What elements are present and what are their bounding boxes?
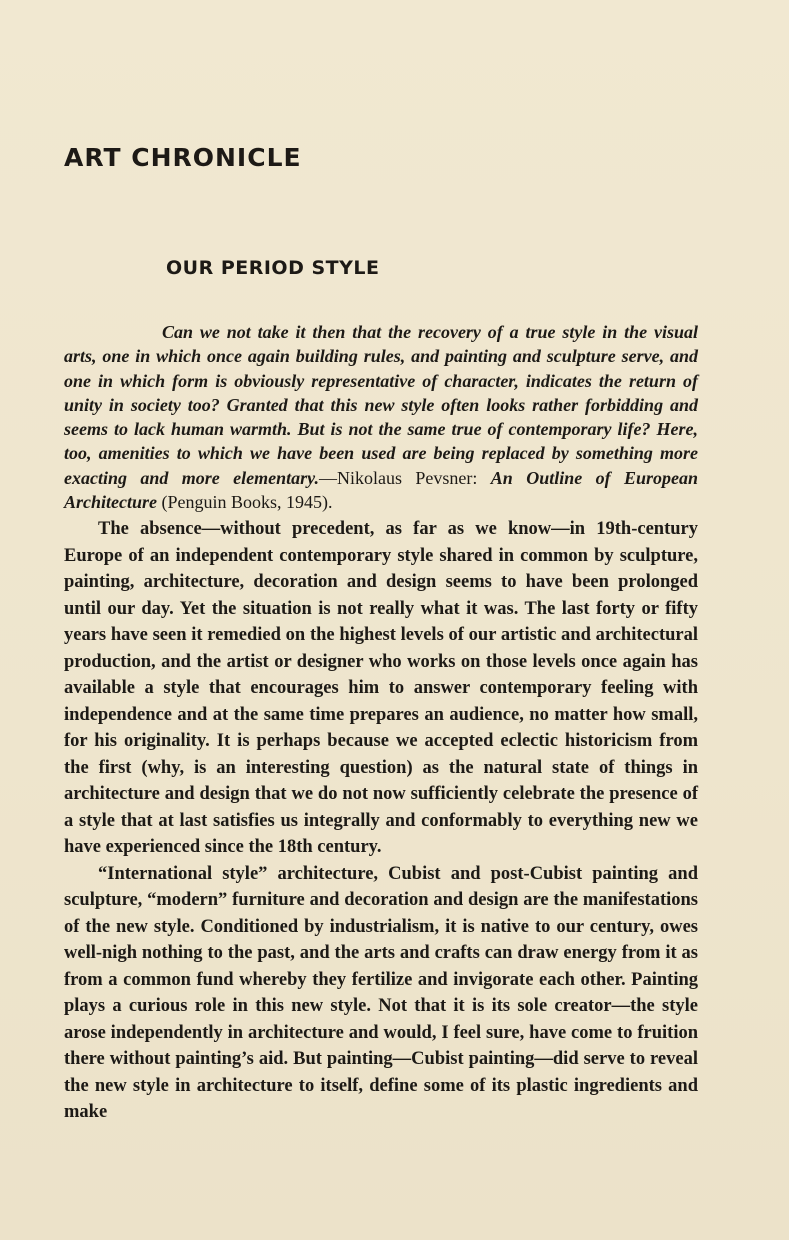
epigraph-attribution-publisher: (Penguin Books, 1945). bbox=[157, 492, 333, 513]
epigraph bbox=[64, 320, 698, 514]
body-paragraph-1: The absence—without precedent, as far as we know—in 19th-century Europe of an independent contemporary style shared in common by sculpture, painting, architecture, decoration and design seems to have been prolonged until our day. Yet the situation is not really what it was. The last forty or fifty years have seen it remedied on the highest levels of our artistic and architectural production, and the artist or designer who works on those levels once again has available a style that encourages him to answer contemporary feeling with independence and at the same time prepares an audience, no matter how small, for his originality. It is perhaps because we accepted eclectic historicism from the first (why, is an interesting question) as the natural state of things in architecture and design that we do not now sufficiently celebrate the presence of a style that at last satisfies us integrally and conformably to everything new we have experienced since the 18th century. bbox=[64, 519, 698, 857]
epigraph-attribution-book: An Outline of European Architecture bbox=[64, 467, 699, 513]
article-body bbox=[64, 516, 698, 1126]
section-title: OUR PERIOD STYLE bbox=[166, 257, 380, 279]
epigraph-quote: Can we not take it then that the recovery of a true style in the visual arts, one in which once again building rules, and painting and sculpture serve, and one in which form is obviously representative of character, indicates the return of unity in society too? Granted that this new style often looks rather forbidding and seems to lack human warmth. But is not the same true of contemporary life? Here, too, amenities to which we have been used are being replaced by something more exacting and more elementary. bbox=[64, 322, 698, 488]
page-title: ART CHRONICLE bbox=[64, 143, 302, 172]
epigraph-attribution-author: —Nikolaus Pevsner: bbox=[319, 467, 491, 488]
body-paragraph-2: “International style” architecture, Cubist and post-Cubist painting and sculpture, “modern” furniture and decoration and design are the manifestations of the new style. Conditioned by industrialism, it is native to our century, owes well-nigh nothing to the past, and the arts and crafts can draw energy from it as from a common fund whereby they fertilize and invigorate each other. Painting plays a curious role in this new style. Not that it is its sole creator—the style arose independently in architecture and would, I feel sure, have come to fruition there without painting’s aid. But painting—Cubist painting—did serve to reveal the new style in architecture to itself, define some of its plastic ingredients and make bbox=[64, 863, 698, 1122]
